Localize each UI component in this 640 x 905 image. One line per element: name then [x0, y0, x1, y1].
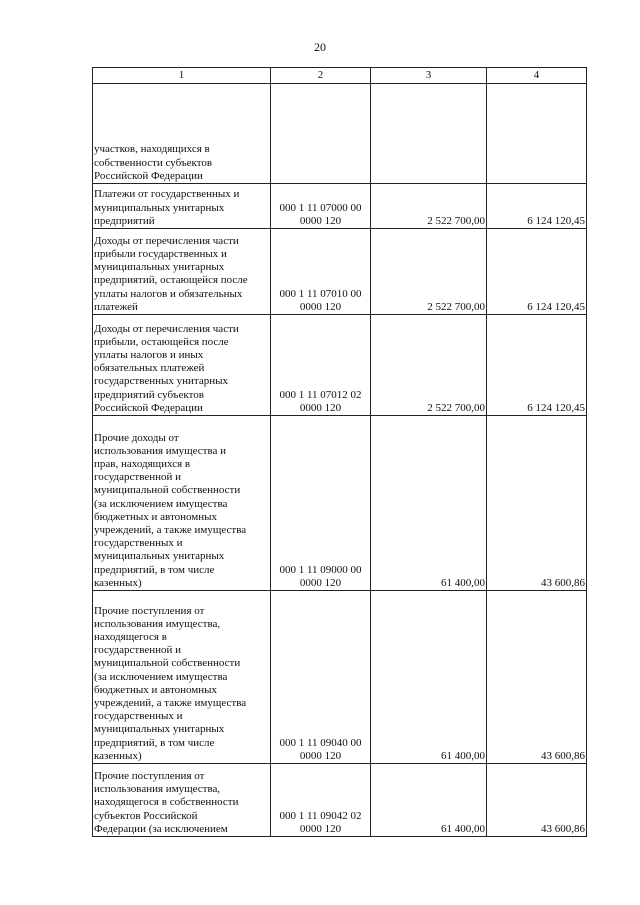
- row-value-col4: 6 124 120,45: [487, 315, 587, 416]
- row-code-cell: [271, 84, 371, 184]
- revenue-table: [92, 67, 587, 837]
- row-value-col3: 61 400,00: [371, 764, 487, 837]
- row-value-col4: 43 600,86: [487, 764, 587, 837]
- header-cell-2: 2: [271, 68, 371, 84]
- row-value-col4: 43 600,86: [487, 416, 587, 591]
- row-value-col3: 61 400,00: [371, 591, 487, 764]
- row-name-cell: Прочие поступления от использования имущества, находящегося в собственности субъектов Российской Федерации (за исключением: [93, 764, 271, 837]
- row-value-col3: 2 522 700,00: [371, 229, 487, 315]
- row-code-cell: 000 1 11 09042 02 0000 120: [271, 764, 371, 837]
- table-row: [93, 84, 587, 184]
- table-header-row: [93, 68, 587, 84]
- row-code-cell: 000 1 11 09000 00 0000 120: [271, 416, 371, 591]
- row-name-cell: Прочие доходы от использования имущества и прав, находящихся в государственной и муниципальной собственности (за исключением имущества бюджетных и автономных учреждений, а также имущества государственных и муниципальных унитарных предприятий, в том числе казенных): [93, 416, 271, 591]
- row-code-cell: 000 1 11 07012 02 0000 120: [271, 315, 371, 416]
- row-name-cell: Прочие поступления от использования имущества, находящегося в государственной и муниципальной собственности (за исключением имущества бюджетных и автономных учреждений, а также имущества государственных и муниципальных унитарных предприятий, в том числе казенных): [93, 591, 271, 764]
- table-row: [93, 416, 587, 591]
- table-row: [93, 184, 587, 229]
- row-value-col3: [371, 84, 487, 184]
- row-value-col4: 43 600,86: [487, 591, 587, 764]
- table-row: [93, 764, 587, 837]
- table-row: [93, 591, 587, 764]
- row-name-cell: участков, находящихся в собственности субъектов Российской Федерации: [93, 84, 271, 184]
- page-number: 20: [314, 40, 326, 54]
- row-value-col4: [487, 84, 587, 184]
- header-cell-4: 4: [487, 68, 587, 84]
- table-row: [93, 315, 587, 416]
- row-value-col3: 2 522 700,00: [371, 184, 487, 229]
- row-value-col3: 2 522 700,00: [371, 315, 487, 416]
- header-cell-3: 3: [371, 68, 487, 84]
- row-value-col4: 6 124 120,45: [487, 184, 587, 229]
- row-code-cell: 000 1 11 07010 00 0000 120: [271, 229, 371, 315]
- row-value-col3: 61 400,00: [371, 416, 487, 591]
- row-code-cell: 000 1 11 07000 00 0000 120: [271, 184, 371, 229]
- row-value-col4: 6 124 120,45: [487, 229, 587, 315]
- row-name-cell: Платежи от государственных и муниципальных унитарных предприятий: [93, 184, 271, 229]
- table-row: [93, 229, 587, 315]
- row-code-cell: 000 1 11 09040 00 0000 120: [271, 591, 371, 764]
- row-name-cell: Доходы от перечисления части прибыли, остающейся после уплаты налогов и иных обязательных платежей государственных унитарных предприятий субъектов Российской Федерации: [93, 315, 271, 416]
- header-cell-1: 1: [93, 68, 271, 84]
- row-name-cell: Доходы от перечисления части прибыли государственных и муниципальных унитарных предприятий, остающейся после уплаты налогов и обязательных платежей: [93, 229, 271, 315]
